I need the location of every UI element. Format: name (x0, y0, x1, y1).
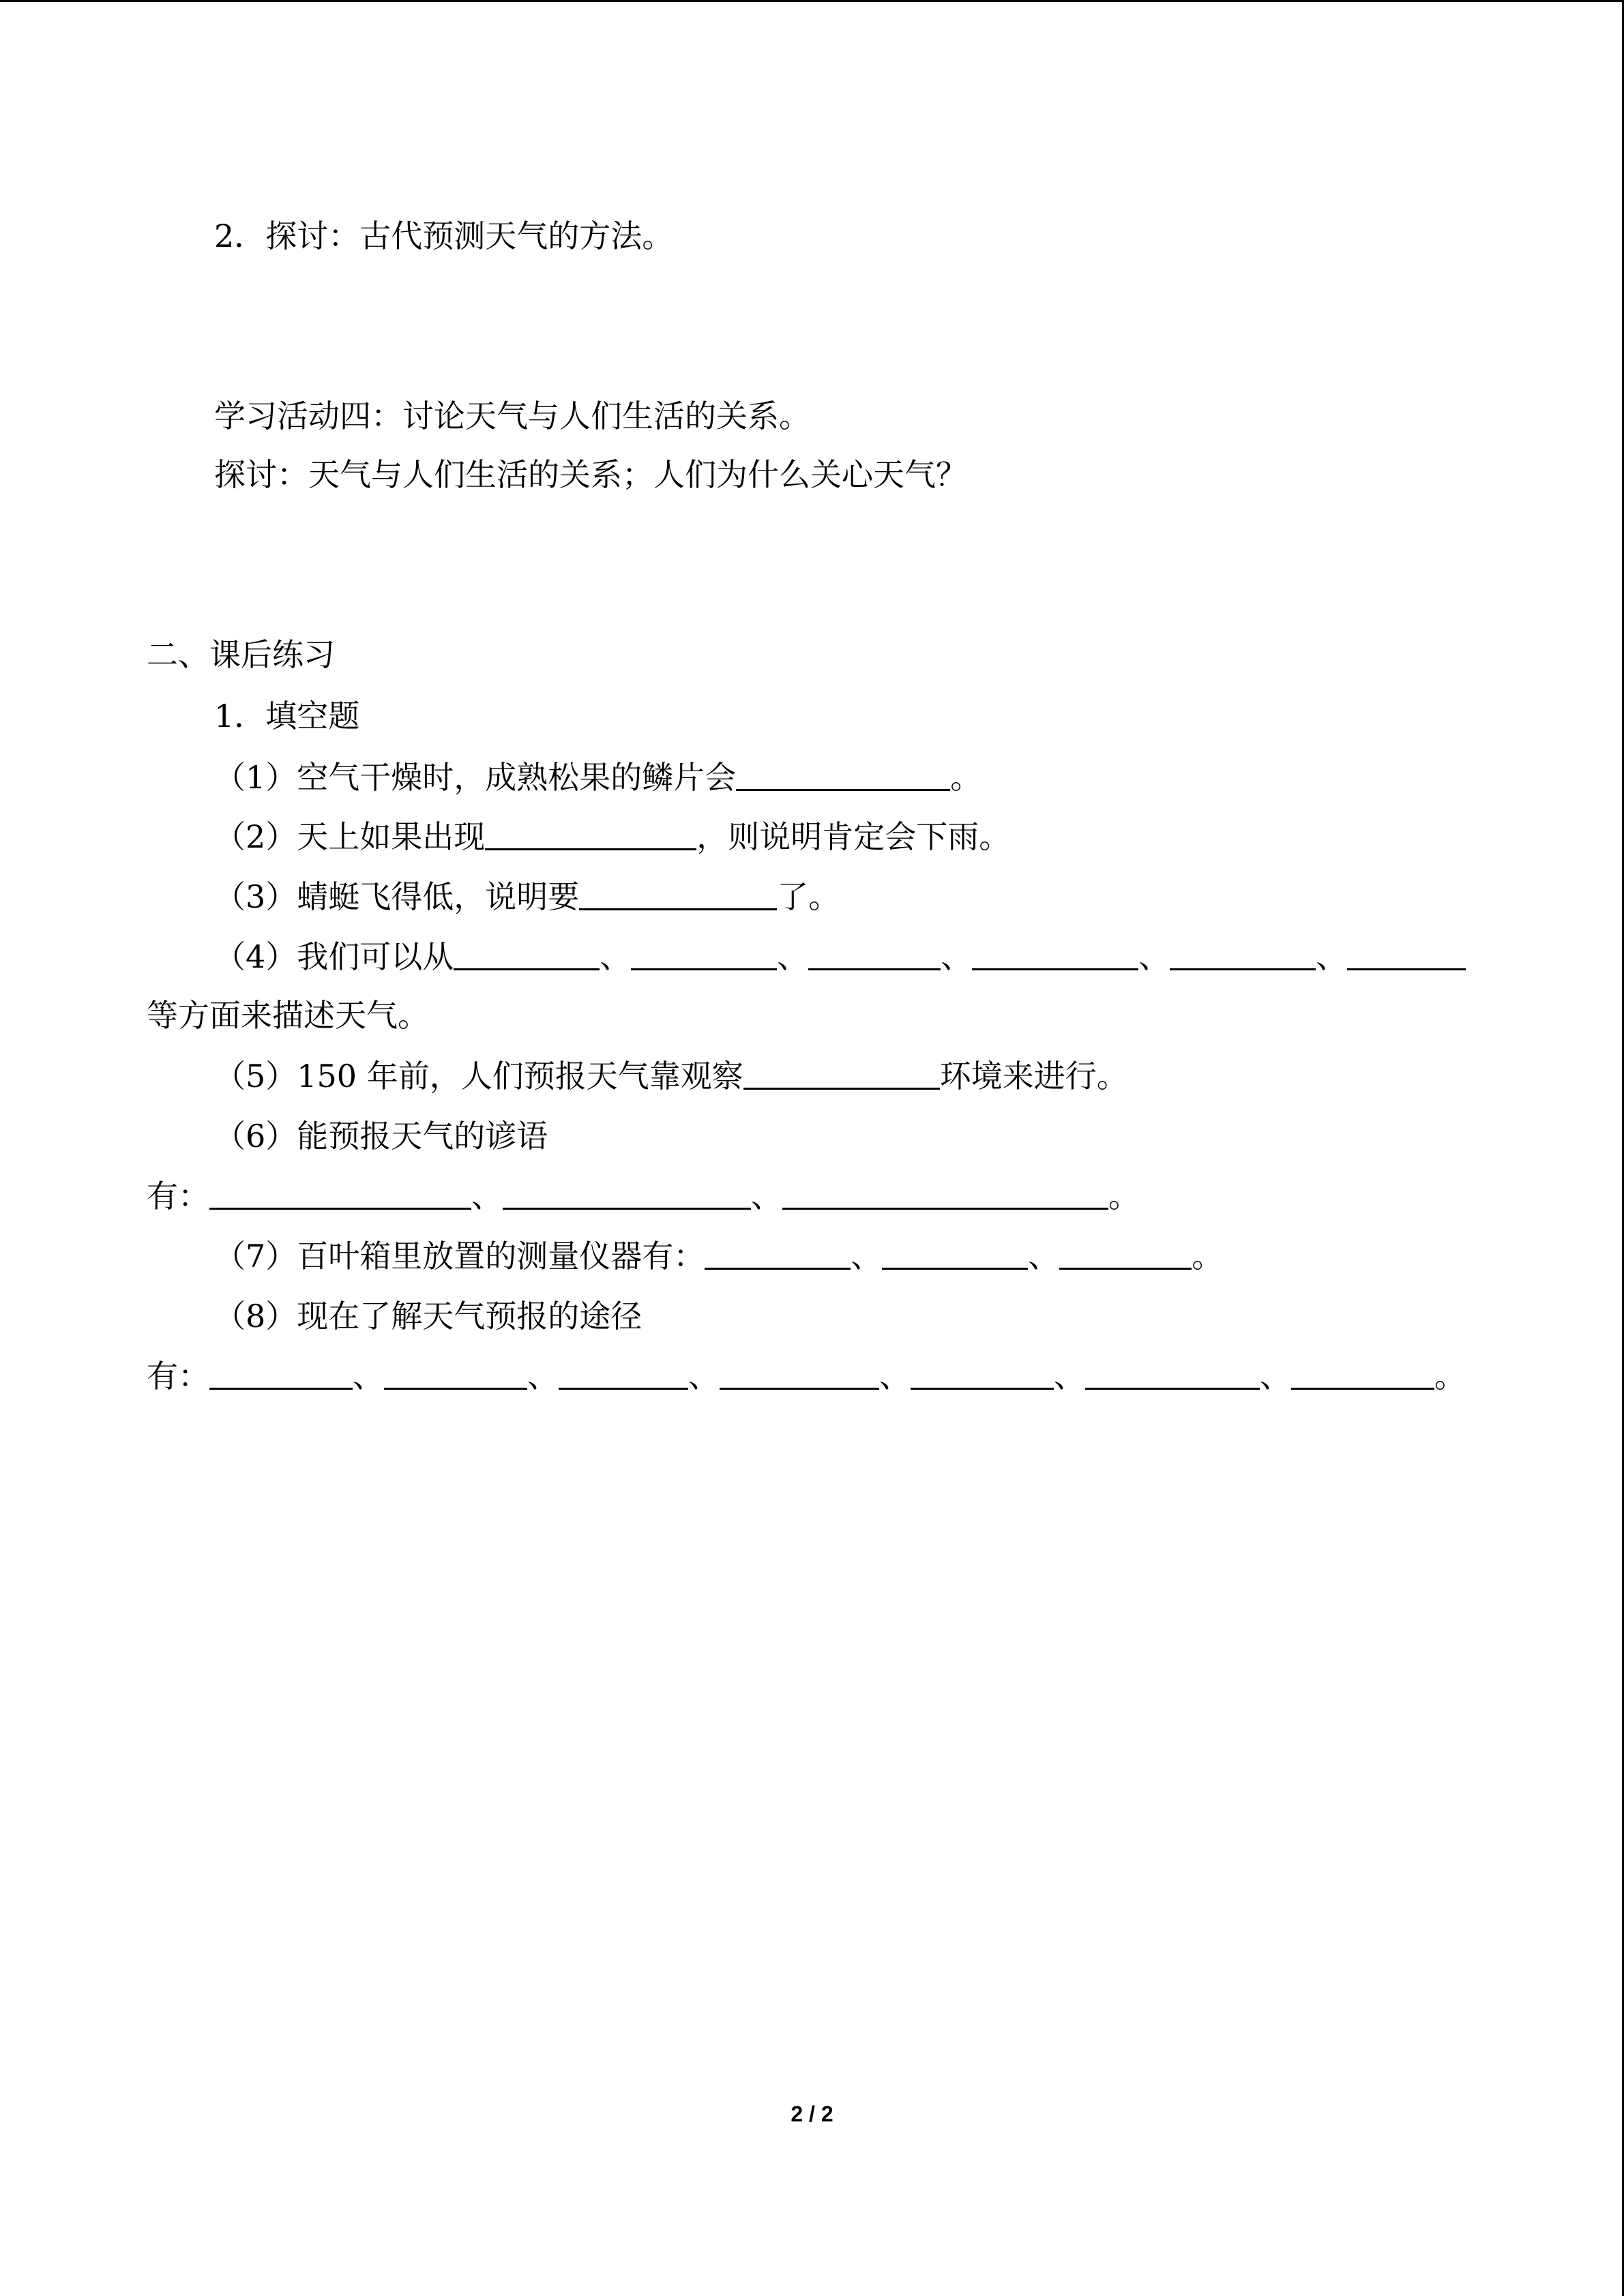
answer-blank-6c[interactable] (782, 1176, 1108, 1210)
question-8-continuation: 有： (147, 1358, 209, 1395)
separator: 、 (851, 1238, 883, 1274)
answer-blank-6a[interactable] (209, 1176, 471, 1210)
answer-blank-4d[interactable] (972, 937, 1138, 970)
period: 。 (1192, 1238, 1224, 1274)
separator: 、 (879, 1358, 911, 1395)
separator: 、 (1028, 1238, 1060, 1274)
answer-blank-4a[interactable] (454, 937, 600, 970)
answer-blank-4c[interactable] (808, 937, 941, 970)
question-1 (214, 757, 981, 798)
question-1-text: （1）空气干燥时，成熟松果的鳞片会 (214, 759, 737, 796)
page-number: 2 / 2 (791, 2102, 833, 2126)
question-4-continuation: 等方面来描述天气。 (147, 997, 429, 1034)
question-5-text: （5）150 年前，人们预报天气靠观察 (214, 1058, 743, 1094)
answer-blank-2[interactable] (485, 817, 696, 850)
question-7-text: （7）百叶箱里放置的测量仪器有： (214, 1238, 705, 1274)
question-2-end: ，则说明肯定会下雨。 (696, 818, 1011, 855)
answer-blank-8c[interactable] (559, 1356, 688, 1390)
question-3-text: （3）蜻蜓飞得低，说明要 (214, 878, 580, 915)
question-7 (214, 1236, 1223, 1277)
answer-blank-8d[interactable] (720, 1356, 879, 1390)
discussion-ancient-weather: 2．探讨：古代预测天气的方法。 (214, 218, 674, 254)
answer-blank-5[interactable] (743, 1056, 940, 1090)
separator: 、 (777, 938, 809, 975)
activity-4-title: 学习活动四：讨论天气与人们生活的关系。 (214, 398, 810, 434)
question-2 (214, 816, 1010, 857)
section-heading-exercises: 二、课后练习 (147, 636, 335, 673)
activity-4-discussion: 探讨：天气与人们生活的关系；人们为什么关心天气？ (214, 456, 967, 493)
separator: 、 (1260, 1358, 1291, 1395)
answer-blank-8a[interactable] (209, 1356, 353, 1390)
answer-blank-7c[interactable] (1059, 1236, 1192, 1270)
answer-blank-3[interactable] (579, 877, 777, 910)
period: 。 (1108, 1178, 1140, 1214)
separator: 、 (527, 1358, 559, 1395)
question-5 (214, 1056, 1128, 1097)
answer-blank-8f[interactable] (1085, 1356, 1260, 1390)
answer-blank-7b[interactable] (882, 1236, 1028, 1270)
separator: 、 (688, 1358, 720, 1395)
question-3 (214, 876, 840, 917)
fill-blank-heading: 1．填空题 (214, 698, 360, 734)
separator: 、 (1138, 938, 1170, 975)
question-2-text: （2）天上如果出现 (214, 818, 486, 855)
separator: 、 (1316, 938, 1348, 975)
separator: 、 (751, 1178, 782, 1214)
question-8: （8）现在了解天气预报的途径 (214, 1298, 643, 1335)
separator: 、 (471, 1178, 503, 1214)
answer-blank-4f[interactable] (1347, 937, 1466, 970)
answer-blank-8g[interactable] (1291, 1356, 1434, 1390)
question-5-end: 环境来进行。 (939, 1058, 1128, 1094)
answer-blank-8e[interactable] (911, 1356, 1054, 1390)
answer-blank-6b[interactable] (503, 1176, 751, 1210)
answer-blank-4e[interactable] (1170, 937, 1316, 970)
answer-blank-1[interactable] (736, 758, 950, 791)
answer-blank-4b[interactable] (631, 937, 777, 970)
answer-blank-7a[interactable] (705, 1236, 851, 1270)
question-8-answers (147, 1356, 1466, 1397)
question-4 (214, 936, 1466, 977)
separator: 、 (1054, 1358, 1085, 1395)
question-3-end: 了。 (777, 878, 840, 915)
separator: 、 (600, 938, 632, 975)
period: 。 (1434, 1358, 1466, 1395)
question-6: （6）能预报天气的谚语 (214, 1118, 548, 1154)
separator: 、 (941, 938, 973, 975)
question-6-continuation: 有： (147, 1178, 209, 1214)
question-6-answers (147, 1176, 1140, 1217)
separator: 、 (353, 1358, 384, 1395)
question-4-text: （4）我们可以从 (214, 938, 454, 975)
question-1-end: 。 (950, 759, 982, 796)
answer-blank-8b[interactable] (384, 1356, 527, 1390)
page-top-border (0, 0, 1624, 2)
